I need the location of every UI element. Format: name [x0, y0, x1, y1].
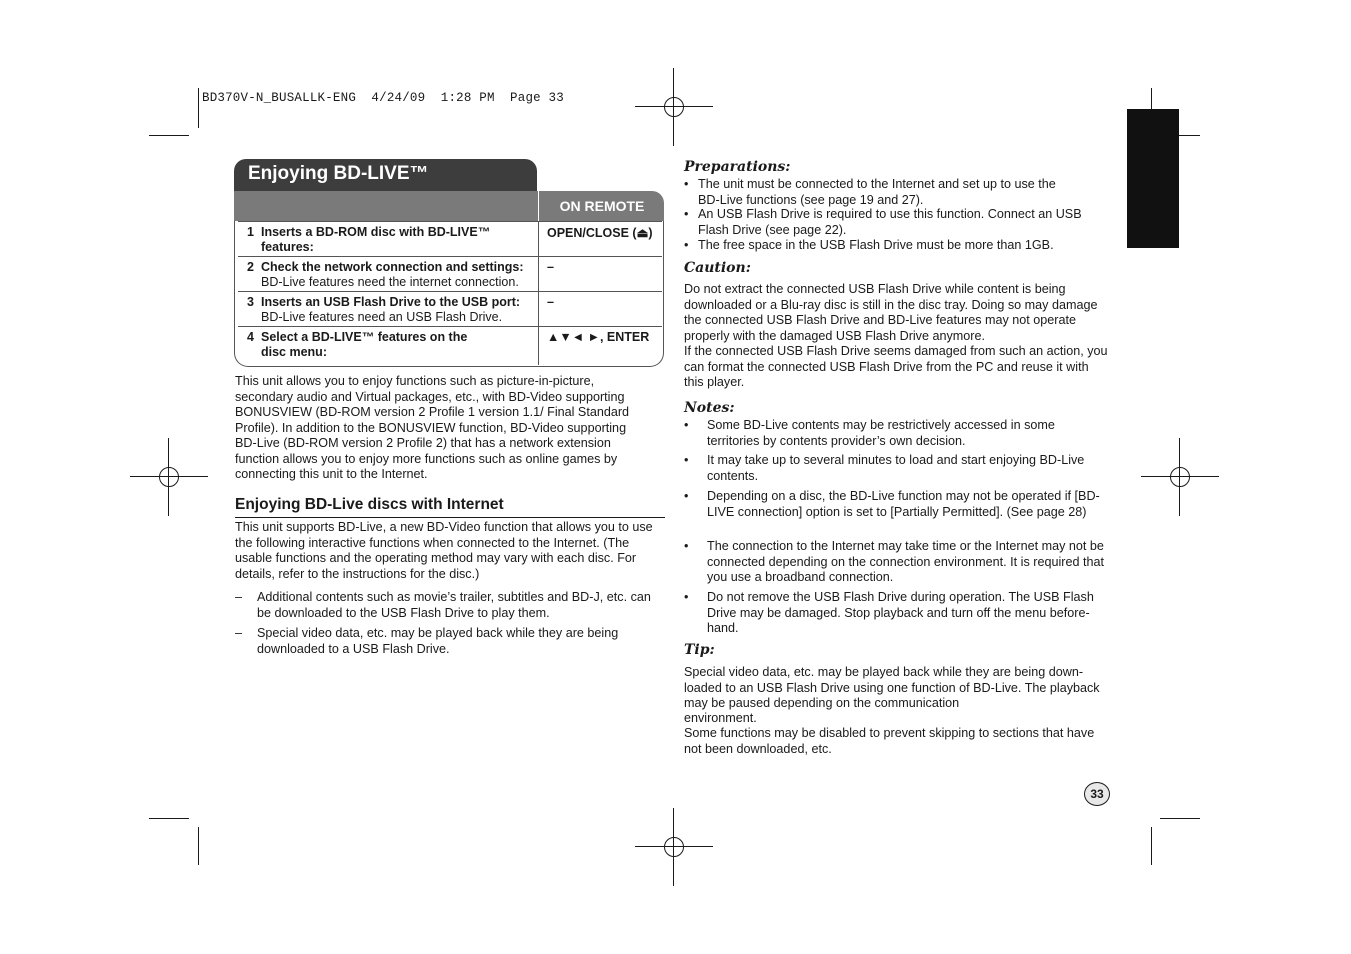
- remote-key: OPEN/CLOSE (⏏): [547, 226, 653, 240]
- step-number: 3: [247, 295, 254, 309]
- step-detail: BD-Live features need an USB Flash Drive.: [261, 310, 503, 324]
- step-number: 4: [247, 330, 254, 344]
- registration-mark-left: [130, 438, 208, 516]
- tip-paragraph: environment.: [684, 711, 757, 725]
- bd-live-table: [234, 159, 664, 368]
- table-header: [234, 191, 664, 221]
- intro-paragraph: This unit allows you to enjoy functions such as picture-in-picture, secondary audio and Virtual packages, etc., with BD-Video supporting BONUSVIEW (BD-ROM version 2 Profile 1 version 1.1/ Final Standard Profile). In addition to the BONUSVIEW function, BD-Video supporting BD-Live (BD-ROM version 2 Profile 2) that has a network extension function allows you to enjoy more functions such as online games by connecting this unit to the Internet.: [235, 374, 630, 481]
- bullet-marker: •: [684, 418, 689, 432]
- step-detail: BD-Live features need the internet connection.: [261, 275, 519, 289]
- list-item-text: Do not remove the USB Flash Drive during operation. The USB Flash Drive may be damaged. Stop playback and turn off the menu before-hand.: [707, 590, 1094, 635]
- step-bold: Inserts a BD-ROM disc with BD-LIVE™ features:: [261, 225, 491, 254]
- tip-paragraph: Special video data, etc. may be played back while they are being down-loaded to an USB Flash Drive using one function of BD-Live. The playback may be paused depending on the communication: [684, 665, 1100, 710]
- bullet-marker: •: [684, 207, 689, 221]
- preparations-heading: Preparations:: [684, 159, 791, 175]
- tip-heading: Tip:: [684, 642, 715, 658]
- bullet-marker: •: [684, 177, 689, 191]
- section-heading: Enjoying BD-Live discs with Internet: [235, 496, 504, 513]
- table-row: [238, 256, 662, 292]
- section-body: This unit supports BD-Live, a new BD-Video function that allows you to use the following interactive functions when connected to the Internet. (The usable functions and the operating method may vary with each disc. For details, refer to the instructions for the disc.): [235, 520, 653, 581]
- step-number: 1: [247, 225, 254, 239]
- crop-mark: [1151, 827, 1152, 865]
- list-item-text: It may take up to several minutes to load and start enjoying BD-Live contents.: [707, 453, 1085, 483]
- step-bold: Select a BD-LIVE™ features on the disc menu:: [261, 330, 468, 359]
- remote-key: –: [547, 295, 554, 309]
- table-title: Enjoying BD-LIVE™: [248, 163, 429, 184]
- bullet-marker: •: [684, 238, 689, 252]
- step-number: 2: [247, 260, 254, 274]
- caution-paragraph: If the connected USB Flash Drive seems damaged from such an action, you can format the connected USB Flash Drive from the PC and reuse it with this player.: [684, 344, 1108, 389]
- crop-mark: [149, 135, 189, 136]
- step-bold: Inserts an USB Flash Drive to the USB port:: [261, 295, 521, 309]
- step-text: [261, 330, 491, 360]
- list-item-text: Some BD-Live contents may be restrictively accessed in some territories by contents provider’s own decision.: [707, 418, 1055, 448]
- registration-mark-top: [635, 68, 713, 146]
- crop-mark: [198, 88, 199, 128]
- list-item-text: The unit must be connected to the Internet and set up to use the BD-Live functions (see page 19 and 27).: [698, 177, 1056, 207]
- registration-mark-right: [1141, 438, 1219, 516]
- table-title-tab: [234, 159, 537, 192]
- table-row: [238, 291, 662, 327]
- section-rule: [235, 517, 665, 518]
- crop-mark: [1160, 818, 1200, 819]
- bullet-marker: •: [684, 453, 689, 467]
- tip-paragraph: Some functions may be disabled to prevent skipping to sections that have not been downloaded, etc.: [684, 726, 1095, 756]
- table-row: [238, 221, 662, 257]
- caution-heading: Caution:: [684, 260, 751, 276]
- dash-marker: –: [235, 626, 243, 640]
- caution-paragraph: Do not extract the connected USB Flash Drive while content is being downloaded or a Blu-ray disc is still in the disc tray. Doing so may damage the connected USB Flash Drive and BD-Live features may not operate properly with the damaged USB Flash Drive anymore.: [684, 282, 1098, 343]
- table-row: [238, 326, 662, 365]
- list-item-text: Additional contents such as movie’s trailer, subtitles and BD-J, etc. can be downloaded to the USB Flash Drive to play them.: [257, 590, 651, 620]
- step-text: [261, 295, 537, 325]
- bullet-marker: •: [684, 590, 689, 604]
- list-item-text: Depending on a disc, the BD-Live function may not be operated if [BD-LIVE connection] option is set to [Partially Permitted]. (See page 28): [707, 489, 1100, 519]
- remote-key: –: [547, 260, 554, 274]
- on-remote-header: ON REMOTE: [538, 191, 665, 221]
- page-number: 33: [1084, 782, 1110, 806]
- dash-marker: –: [235, 590, 243, 604]
- crop-mark: [149, 818, 189, 819]
- crop-mark: [198, 827, 199, 865]
- list-item-text: An USB Flash Drive is required to use this function. Connect an USB Flash Drive (see page 22).: [698, 207, 1082, 237]
- registration-mark-bottom: [635, 808, 713, 886]
- list-item-text: The connection to the Internet may take time or the Internet may not be connected depending on the connection environment. It is required that you use a broadband connection.: [707, 539, 1104, 584]
- step-text: [261, 225, 537, 255]
- list-item-text: The free space in the USB Flash Drive must be more than 1GB.: [698, 238, 1054, 252]
- bullet-marker: •: [684, 539, 689, 553]
- remote-key: ▲▼◄ ►, ENTER: [547, 330, 650, 344]
- bullet-marker: •: [684, 489, 689, 503]
- step-bold: Check the network connection and settings:: [261, 260, 524, 274]
- table-body: [234, 221, 664, 367]
- step-text: [261, 260, 537, 290]
- print-slug: BD370V-N_BUSALLK-ENG 4/24/09 1:28 PM Page 33: [202, 91, 564, 105]
- notes-heading: Notes:: [684, 400, 735, 416]
- chapter-tab: [1127, 109, 1179, 248]
- list-item-text: Special video data, etc. may be played back while they are being downloaded to a USB Flash Drive.: [257, 626, 619, 656]
